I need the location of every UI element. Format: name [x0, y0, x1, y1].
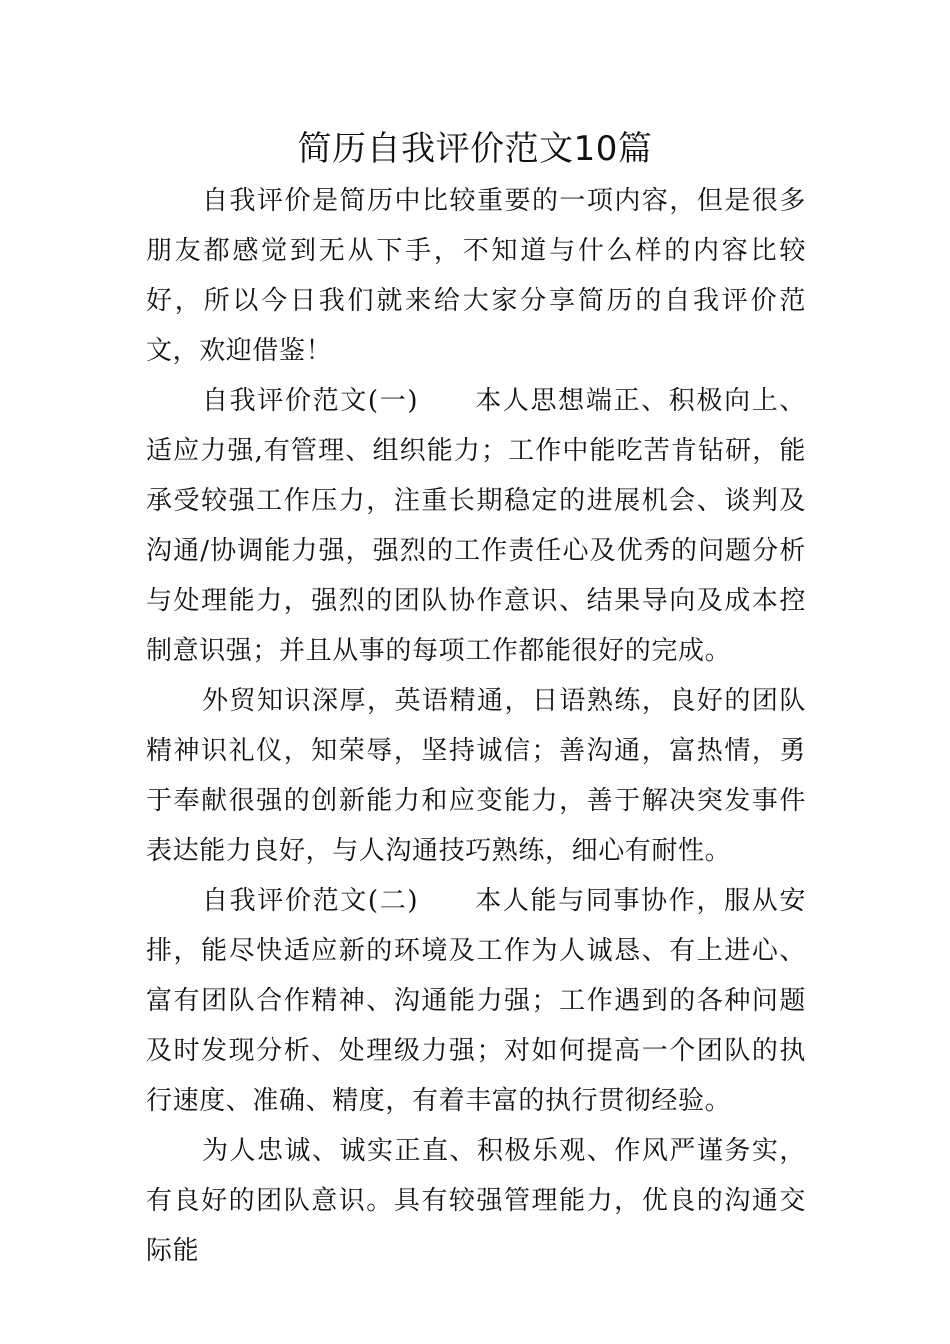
sample-heading: 自我评价范文(一) — [202, 386, 419, 416]
paragraph-text: 为人忠诚、诚实正直、积极乐观、作风严谨务实，有良好的团队意识。具有较强管理能力，优良的沟通交际能 — [146, 1136, 806, 1266]
paragraph-text: 外贸知识深厚，英语精通，日语熟练，良好的团队精神识礼仪，知荣辱，坚持诚信；善沟通，富热情，勇于奉献很强的创新能力和应变能力，善于解决突发事件表达能力良好，与人沟通技巧熟练，细心有耐性。 — [146, 686, 806, 866]
paragraph-intro — [146, 176, 806, 376]
paragraph-text: 自我评价是简历中比较重要的一项内容，但是很多朋友都感觉到无从下手，不知道与什么样的内容比较好，所以今日我们就来给大家分享简历的自我评价范文，欢迎借鉴！ — [146, 186, 806, 366]
paragraph-sample-2-cont — [146, 1126, 806, 1276]
sample-heading: 自我评价范文(二) — [202, 886, 419, 916]
paragraph-sample-1-cont — [146, 676, 806, 876]
document-body — [146, 176, 806, 1276]
paragraph-sample-2 — [146, 876, 806, 1126]
paragraph-text: 本人思想端正、积极向上、适应力强,有管理、组织能力；工作中能吃苦肯钻研，能承受较强工作压力，注重长期稳定的进展机会、谈判及沟通/协调能力强，强烈的工作责任心及优秀的问题分析与处理能力，强烈的团队协作意识、结果导向及成本控制意识强；并且从事的每项工作都能很好的完成。 — [146, 386, 807, 666]
paragraph-text: 本人能与同事协作，服从安排，能尽快适应新的环境及工作为人诚恳、有上进心、富有团队合作精神、沟通能力强；工作遇到的各种问题及时发现分析、处理级力强；对如何提高一个团队的执行速度、准确、精度，有着丰富的执行贯彻经验。 — [146, 886, 807, 1116]
document-title: 简历自我评价范文10篇 — [297, 129, 653, 169]
paragraph-sample-1 — [146, 376, 806, 676]
